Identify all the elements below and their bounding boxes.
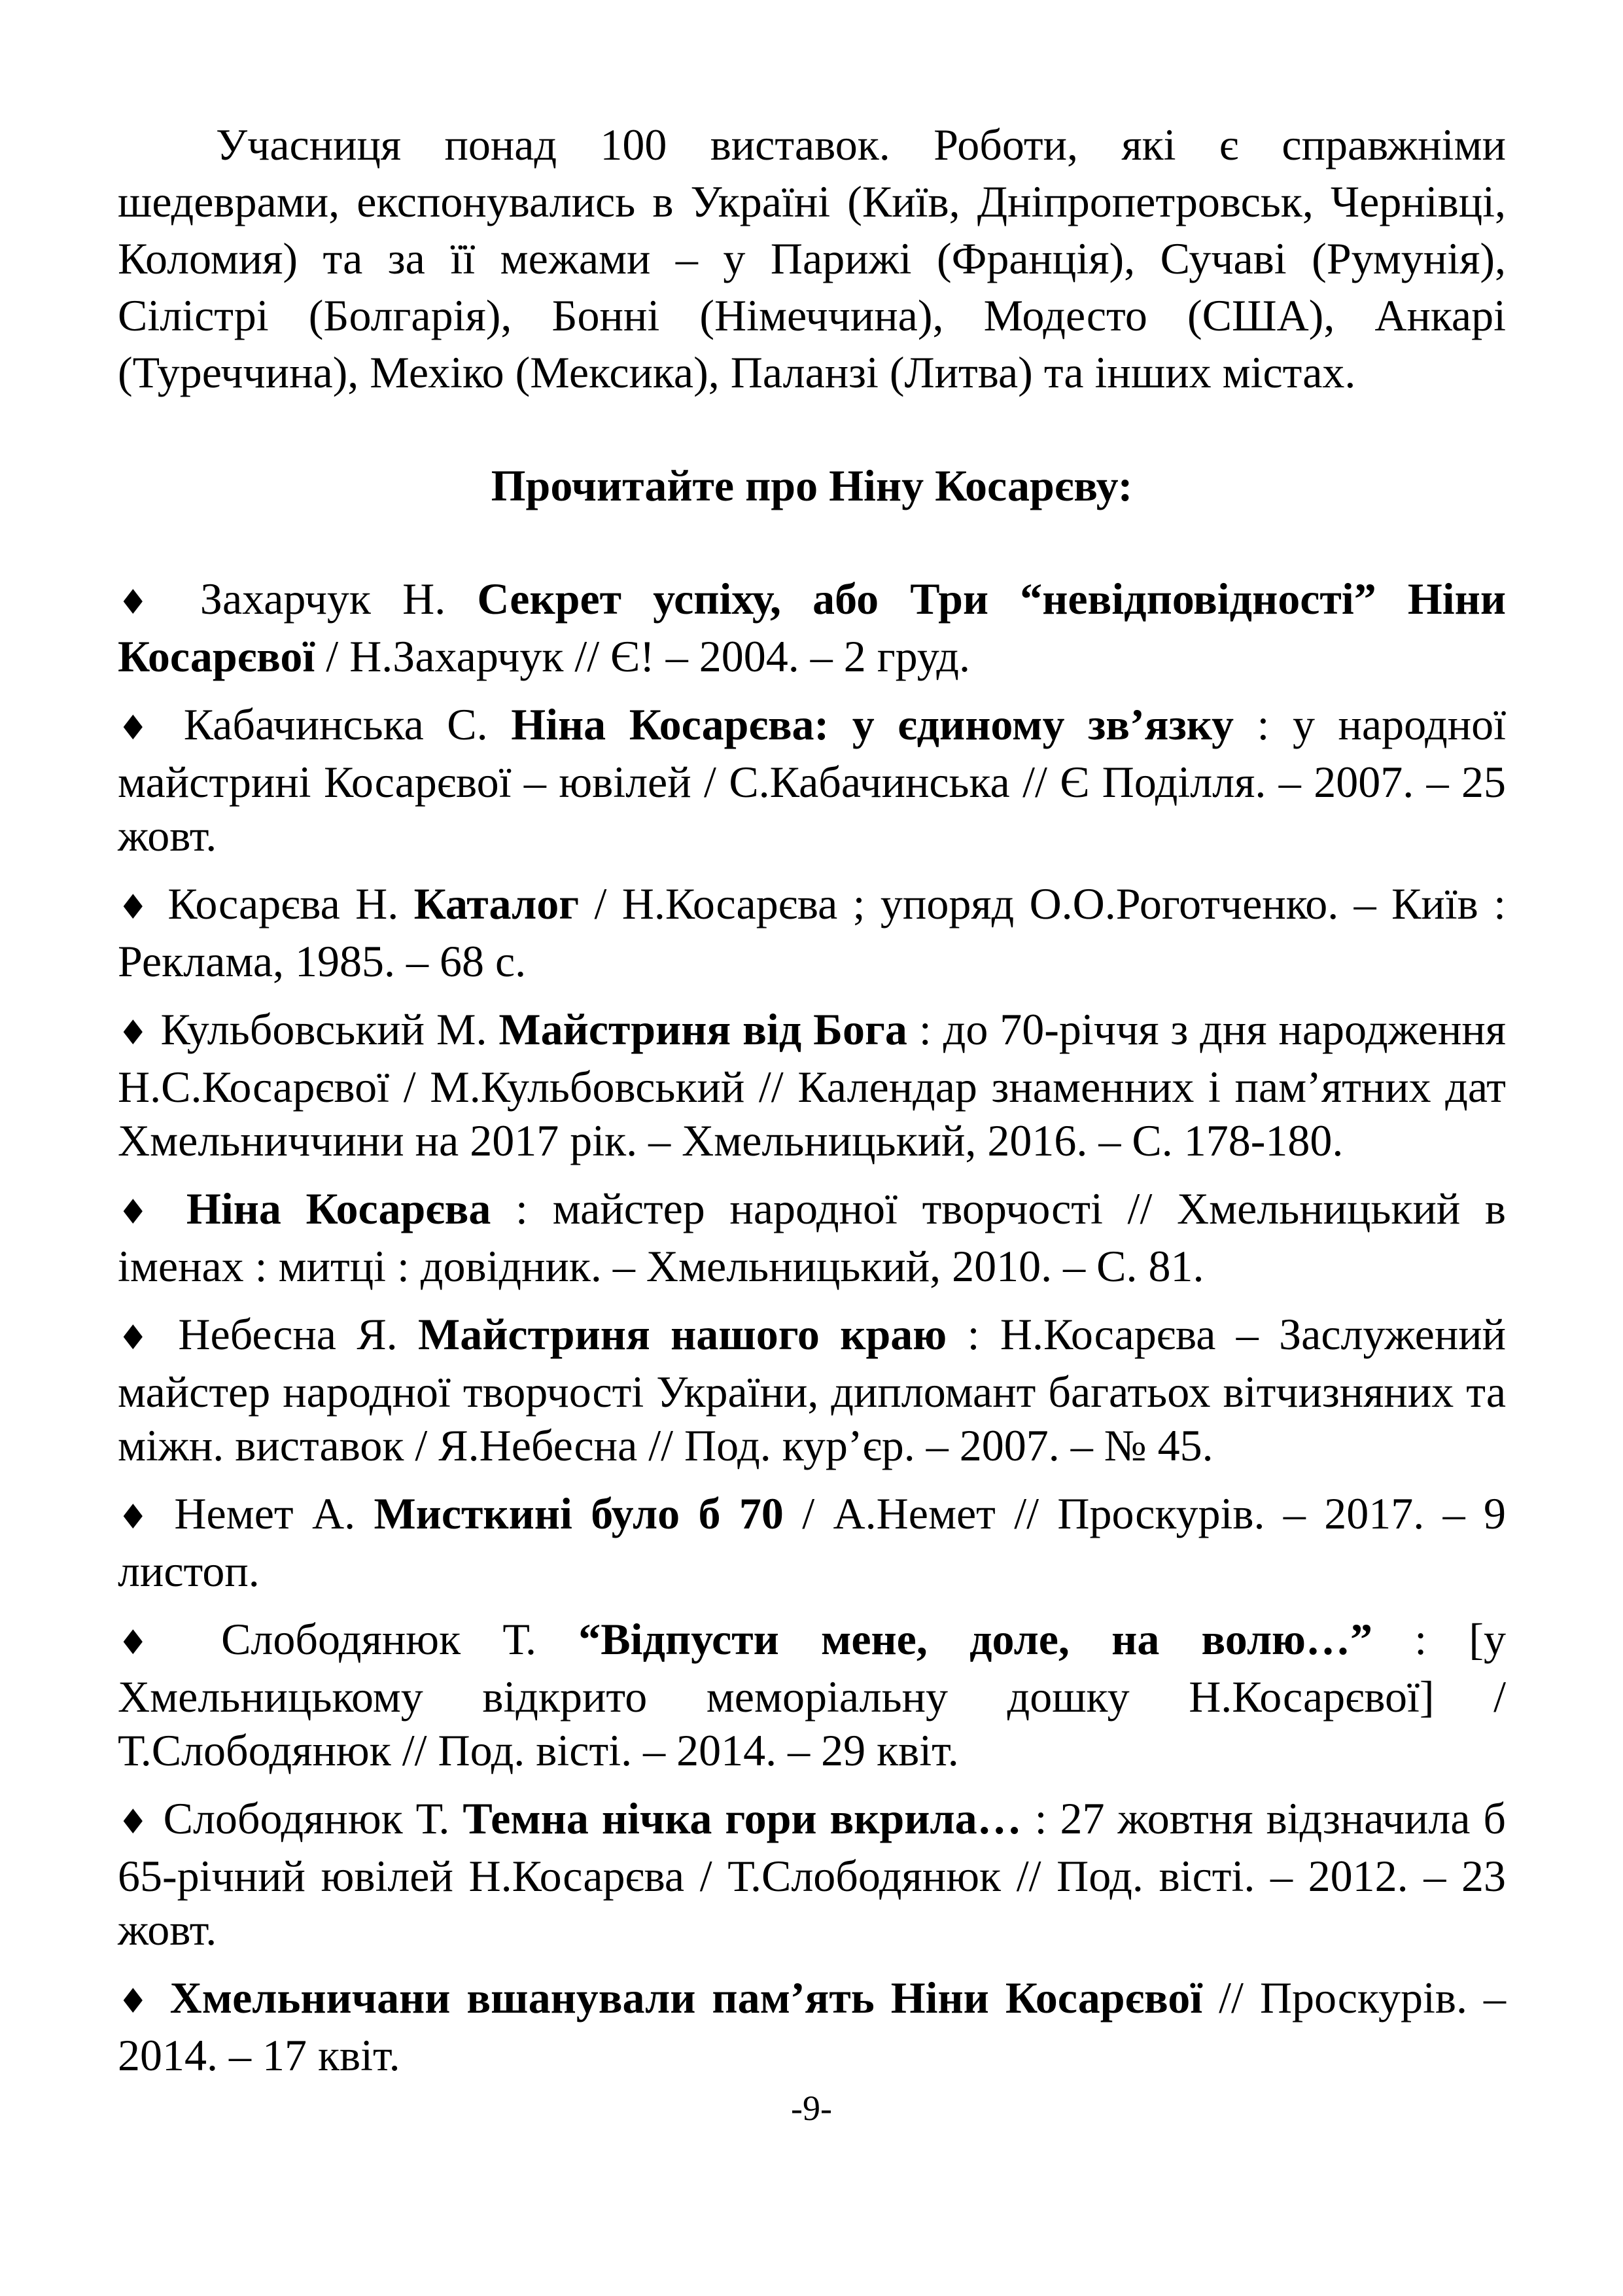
entry-title: Ніна Косарєва: у єдиному зв’язку [511,699,1234,749]
diamond-bullet-icon: ♦ [118,1803,150,1842]
entry-details: / А.Немет // Проскурів. – 2017. – 9 листоп. [118,1489,1507,1596]
entry-title: Секрет успіху, або Три “невідповідності” Ніни Косарєвої [118,574,1507,681]
diamond-bullet-icon: ♦ [118,583,169,622]
entry-title: Хмельничани вшанували пам’ять Ніни Косарєвої [169,1973,1203,2022]
page-content [118,116,1506,2096]
entry-author: Косарєва Н. [167,879,414,928]
bibliography-entry [118,1792,1506,1956]
entry-title: Каталог [413,879,580,928]
bibliography-entry [118,1307,1506,1472]
diamond-bullet-icon: ♦ [118,1318,158,1358]
entry-author: Кабачинська С. [183,699,512,749]
page-number: -9- [791,2089,832,2128]
diamond-bullet-icon: ♦ [118,888,152,927]
entry-title: Майстриня нашого краю [418,1309,947,1359]
section-heading: Прочитайте про Ніну Косарєву: [491,461,1133,510]
bibliography-entry [118,572,1506,683]
bibliography-entry [118,698,1506,862]
entry-title: “Відпусти мене, доле, на волю…” [578,1614,1373,1664]
diamond-bullet-icon: ♦ [118,1498,156,1537]
entry-details: : 27 жовтня відзначила б 65-річний ювілей Н.Косарєва / Т.Слободянюк // Под. вісті. – 2012. – 23 жовт. [118,1793,1506,1954]
bibliography-entry [118,1971,1506,2082]
bibliography-entry [118,1182,1506,1293]
entry-author: Слободянюк Т. [221,1614,579,1664]
entry-details: / Н.Захарчук // Є! – 2004. – 2 груд. [315,631,971,681]
entry-details: : [у Хмельницькому відкрито меморіальну дошку Н.Косарєвої] / Т.Слободянюк // Под. вісті. – 2014. – 29 квіт. [118,1614,1506,1775]
entry-author: Захарчук Н. [200,574,478,624]
bibliography-entry [118,877,1506,988]
diamond-bullet-icon: ♦ [118,709,161,748]
entry-author: Немет А. [174,1489,374,1538]
diamond-bullet-icon: ♦ [118,1193,162,1232]
entry-details: : до 70-річчя з дня народження Н.С.Косарєвої / М.Кульбовський // Календар знаменних і пам’ятних дат Хмельниччини на 2017 рік. – Хмельницький, 2016. – С. 178-180. [118,1004,1507,1165]
entry-title: Майстриня від Бога [498,1004,907,1054]
bibliography-entry [118,1487,1506,1598]
diamond-bullet-icon: ♦ [118,1982,154,2021]
bibliography-list [118,572,1506,2082]
intro-paragraph: Учасниця понад 100 виставок. Роботи, які є справжніми шедеврами, експонувались в Україні (Київ, Дніпропетровськ, Чернівці, Коломия) та за її межами – у Парижі (Франція), Сучаві (Румунія), Сілістрі (Болгарія), Бонні (Німеччина), Модесто (США), Анкарі (Туреччина), Мехіко (Мексика), Паланзі (Литва) та інших містах. [118,120,1506,397]
entry-title: Темна нічка гори вкрила… [462,1793,1022,1843]
diamond-bullet-icon: ♦ [118,1623,179,1663]
entry-details: // Проскурів. – 2014. – 17 квіт. [118,1973,1507,2080]
entry-details: : Н.Косарєва – Заслужений майстер народної творчості України, дипломант багатьох вітчизняних та міжн. виставок / Я.Небесна // Под. кур’єр. – 2007. – № 45. [118,1309,1506,1470]
entry-author: Слободянюк Т. [163,1793,463,1843]
entry-details: : майстер народної творчості // Хмельницький в іменах : митці : довідник. – Хмельницький, 2010. – С. 81. [118,1184,1507,1291]
entry-title: Ніна Косарєва [186,1184,491,1233]
bibliography-entry [118,1002,1506,1167]
bibliography-entry [118,1612,1506,1777]
entry-details: / Н.Косарєва ; упоряд О.О.Роготченко. – Київ : Реклама, 1985. – 68 с. [118,879,1507,986]
entry-author: Небесна Я. [178,1309,419,1359]
entry-author: Кульбовський М. [160,1004,499,1054]
entry-title: Мисткині було б 70 [374,1489,784,1538]
diamond-bullet-icon: ♦ [118,1014,149,1053]
entry-details: : у народної майстрині Косарєвої – ювілей / С.Кабачинська // Є Поділля. – 2007. – 25 жовт. [118,699,1507,860]
